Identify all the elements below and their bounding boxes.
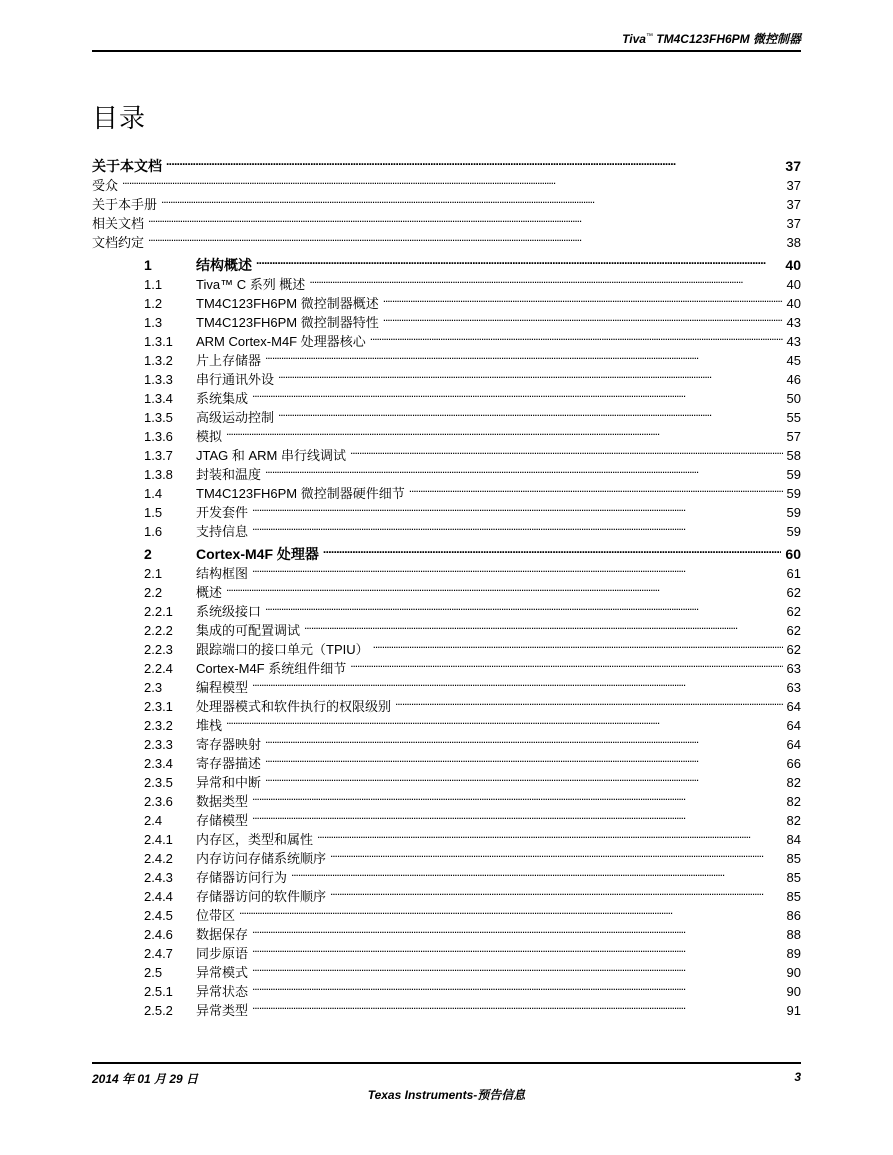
toc-entry-label: 串行通讯外设 xyxy=(196,372,275,387)
toc-entry-label: 内存访问存储系统顺序 xyxy=(196,851,327,866)
toc-entry-label: Cortex-M4F 处理器 xyxy=(196,546,319,562)
toc-dot-leader xyxy=(370,327,783,346)
toc-entry-label: 受众 xyxy=(92,178,119,193)
toc-dot-leader xyxy=(383,308,783,327)
toc-entry-page: 82 xyxy=(786,813,801,828)
toc-dot-leader xyxy=(323,540,782,559)
toc-entry-label: 跟踪端口的接口单元（TPIU） xyxy=(196,642,369,657)
toc-entry-page: 82 xyxy=(786,794,801,809)
toc-entry-number: 2.3 xyxy=(144,680,163,695)
toc-entry-label: 寄存器映射 xyxy=(196,737,262,752)
toc-entry-number: 2.3.4 xyxy=(144,756,173,771)
toc-entry-label: 文档约定 xyxy=(92,235,145,250)
toc-entry-number: 2.2.4 xyxy=(144,661,173,676)
toc-dot-leader xyxy=(256,251,781,270)
trademark-mark: ™ xyxy=(645,33,653,40)
toc-entry[interactable] xyxy=(92,327,801,349)
toc-entry-page: 90 xyxy=(786,965,801,980)
toc-entry-page: 64 xyxy=(786,718,801,733)
toc-entry-page: 37 xyxy=(786,216,801,231)
toc-entry[interactable] xyxy=(92,152,801,174)
toc-dot-leader xyxy=(265,730,783,749)
toc-entry-number: 1.1 xyxy=(144,277,163,292)
toc-dot-leader xyxy=(122,171,783,190)
toc-dot-leader xyxy=(265,597,783,616)
toc-entry[interactable] xyxy=(92,863,801,885)
toc-entry-label: 异常类型 xyxy=(196,1003,249,1018)
toc-entry-number: 2.5 xyxy=(144,965,163,980)
toc-entry-number: 2.4 xyxy=(144,813,163,828)
toc-dot-leader xyxy=(330,882,783,901)
toc-entry-number: 1.3.5 xyxy=(144,410,173,425)
toc-entry[interactable] xyxy=(92,673,801,695)
toc-entry-page: 85 xyxy=(786,889,801,904)
toc-entry-number: 2.4.3 xyxy=(144,870,173,885)
toc-entry-label: 系统集成 xyxy=(196,391,249,406)
toc-entry-page: 91 xyxy=(786,1003,801,1018)
toc-entry-page: 88 xyxy=(786,927,801,942)
toc-dot-leader xyxy=(409,479,783,498)
toc-entry-page: 62 xyxy=(786,642,801,657)
toc-entry[interactable] xyxy=(92,289,801,311)
toc-dot-leader xyxy=(226,422,783,441)
toc-entry-number: 1.6 xyxy=(144,524,163,539)
toc-entry-number: 2.4.6 xyxy=(144,927,173,942)
toc-entry[interactable] xyxy=(92,730,801,752)
toc-entry-label: 处理器模式和软件执行的权限级别 xyxy=(196,699,392,714)
toc-entry-page: 85 xyxy=(786,870,801,885)
toc-entry-label: 支持信息 xyxy=(196,524,249,539)
toc-entry-number: 1.3.6 xyxy=(144,429,173,444)
toc-entry-label: 异常状态 xyxy=(196,984,249,999)
toc-dot-leader xyxy=(148,209,783,228)
toc-entry[interactable] xyxy=(92,346,801,368)
toc-entry[interactable] xyxy=(92,441,801,463)
toc-entry[interactable] xyxy=(92,171,801,193)
toc-entry-label: ARM Cortex-M4F 处理器核心 xyxy=(196,334,366,349)
toc-dot-leader xyxy=(265,768,783,787)
toc-entry-number: 1.2 xyxy=(144,296,163,311)
toc-dot-leader xyxy=(252,806,783,825)
toc-entry-page: 90 xyxy=(786,984,801,999)
toc-entry-label: JTAG 和 ARM 串行线调试 xyxy=(196,448,346,463)
toc-entry-label: 相关文档 xyxy=(92,216,145,231)
toc-entry-label: 位带区 xyxy=(196,908,236,923)
toc-dot-leader xyxy=(330,844,783,863)
toc-entry[interactable] xyxy=(92,749,801,771)
toc-entry-number: 2.2.1 xyxy=(144,604,173,619)
toc-entry-label: 存储器访问行为 xyxy=(196,870,288,885)
footer-date: 2014 年 01 月 29 日 xyxy=(92,1072,199,1086)
toc-entry-page: 55 xyxy=(786,410,801,425)
toc-entry-page: 43 xyxy=(786,334,801,349)
toc-entry-page: 50 xyxy=(786,391,801,406)
footer-company: Texas Instruments-预告信息 xyxy=(367,1088,526,1102)
toc-entry[interactable] xyxy=(92,479,801,501)
toc-entry[interactable] xyxy=(92,977,801,999)
toc-entry-number: 2.1 xyxy=(144,566,163,581)
toc-entry-page: 43 xyxy=(786,315,801,330)
toc-entry-number: 2.4.4 xyxy=(144,889,173,904)
toc-entry[interactable] xyxy=(92,308,801,330)
table-of-contents xyxy=(92,152,801,1018)
toc-entry[interactable] xyxy=(92,251,801,273)
toc-entry-label: 模拟 xyxy=(196,429,223,444)
toc-entry[interactable] xyxy=(92,384,801,406)
toc-entry-number: 2.2.2 xyxy=(144,623,173,638)
header-brand: Tiva xyxy=(622,32,646,46)
header-title-rest: TM4C123FH6PM 微控制器 xyxy=(656,32,801,46)
toc-dot-leader xyxy=(148,228,783,247)
toc-entry-number: 2.3.5 xyxy=(144,775,173,790)
toc-entry-label: 数据保存 xyxy=(196,927,249,942)
toc-entry-page: 64 xyxy=(786,699,801,714)
toc-entry-label: 结构概述 xyxy=(196,257,252,273)
toc-entry-label: 概述 xyxy=(196,585,223,600)
toc-entry-page: 62 xyxy=(786,585,801,600)
toc-entry-number: 1.5 xyxy=(144,505,163,520)
toc-entry-page: 37 xyxy=(785,158,801,174)
toc-entry-number: 2.5.1 xyxy=(144,984,173,999)
toc-entry-page: 66 xyxy=(786,756,801,771)
toc-entry-label: Cortex-M4F 系统组件细节 xyxy=(196,661,347,676)
toc-entry-page: 58 xyxy=(786,448,801,463)
toc-entry[interactable] xyxy=(92,901,801,923)
toc-entry-page: 63 xyxy=(786,680,801,695)
toc-dot-leader xyxy=(304,616,783,635)
toc-entry-number: 2.3.2 xyxy=(144,718,173,733)
toc-entry[interactable] xyxy=(92,517,801,539)
footer-page-number: 3 xyxy=(794,1070,801,1084)
toc-entry-number: 2.4.1 xyxy=(144,832,173,847)
toc-dot-leader xyxy=(265,346,783,365)
toc-entry[interactable] xyxy=(92,939,801,961)
toc-entry-label: 堆栈 xyxy=(196,718,223,733)
toc-entry[interactable] xyxy=(92,654,801,676)
toc-entry-label: 片上存储器 xyxy=(196,353,262,368)
toc-entry[interactable] xyxy=(92,209,801,231)
toc-entry-label: 系统级接口 xyxy=(196,604,262,619)
toc-entry-page: 59 xyxy=(786,524,801,539)
toc-entry-page: 60 xyxy=(785,546,801,562)
toc-dot-leader xyxy=(226,711,783,730)
toc-entry[interactable] xyxy=(92,228,801,250)
toc-dot-leader xyxy=(373,635,783,654)
toc-entry[interactable] xyxy=(92,422,801,444)
toc-entry[interactable] xyxy=(92,958,801,980)
toc-dot-leader xyxy=(252,958,783,977)
toc-entry-label: 异常和中断 xyxy=(196,775,262,790)
toc-entry-number: 2.2.3 xyxy=(144,642,173,657)
toc-entry-page: 62 xyxy=(786,604,801,619)
toc-entry-number: 1.3.2 xyxy=(144,353,173,368)
toc-entry-label: 关于本手册 xyxy=(92,197,158,212)
toc-dot-leader xyxy=(252,559,783,578)
toc-entry[interactable] xyxy=(92,787,801,809)
toc-entry-label: 开发套件 xyxy=(196,505,249,520)
toc-entry-page: 59 xyxy=(786,505,801,520)
toc-entry-page: 82 xyxy=(786,775,801,790)
toc-dot-leader xyxy=(278,365,783,384)
toc-entry-number: 1 xyxy=(144,257,152,273)
toc-entry-page: 61 xyxy=(786,566,801,581)
toc-entry[interactable] xyxy=(92,578,801,600)
toc-entry[interactable] xyxy=(92,882,801,904)
toc-entry[interactable] xyxy=(92,711,801,733)
toc-dot-leader xyxy=(252,384,783,403)
toc-entry-page: 59 xyxy=(786,467,801,482)
toc-entry[interactable] xyxy=(92,692,801,714)
toc-dot-leader xyxy=(350,441,783,460)
toc-entry-page: 37 xyxy=(786,178,801,193)
toc-entry-label: 存储器访问的软件顺序 xyxy=(196,889,327,904)
toc-entry-number: 1.3.4 xyxy=(144,391,173,406)
page-footer xyxy=(92,1062,801,1114)
toc-entry[interactable] xyxy=(92,365,801,387)
toc-dot-leader xyxy=(252,787,783,806)
toc-entry-number: 2.5.2 xyxy=(144,1003,173,1018)
toc-dot-leader xyxy=(161,190,783,209)
toc-entry[interactable] xyxy=(92,825,801,847)
toc-dot-leader xyxy=(395,692,783,711)
toc-entry-label: 编程模型 xyxy=(196,680,249,695)
toc-entry-page: 86 xyxy=(786,908,801,923)
toc-entry[interactable] xyxy=(92,460,801,482)
toc-entry-page: 89 xyxy=(786,946,801,961)
toc-dot-leader xyxy=(291,863,783,882)
toc-entry[interactable] xyxy=(92,635,801,657)
toc-dot-leader xyxy=(252,977,783,996)
toc-entry-number: 2.2 xyxy=(144,585,163,600)
toc-entry[interactable] xyxy=(92,768,801,790)
toc-dot-leader xyxy=(252,498,783,517)
toc-entry[interactable] xyxy=(92,844,801,866)
toc-entry-number: 1.3 xyxy=(144,315,163,330)
toc-dot-leader xyxy=(252,939,783,958)
toc-entry-label: TM4C123FH6PM 微控制器硬件细节 xyxy=(196,486,405,501)
toc-entry-page: 40 xyxy=(785,257,801,273)
toc-entry-number: 2.4.7 xyxy=(144,946,173,961)
toc-entry-page: 40 xyxy=(786,296,801,311)
toc-entry-number: 1.3.3 xyxy=(144,372,173,387)
toc-entry-label: 集成的可配置调试 xyxy=(196,623,301,638)
toc-entry[interactable] xyxy=(92,806,801,828)
toc-entry-number: 2.3.1 xyxy=(144,699,173,714)
header-title xyxy=(622,30,801,47)
toc-entry-label: 关于本文档 xyxy=(92,158,162,174)
toc-dot-leader xyxy=(383,289,783,308)
toc-entry-number: 1.4 xyxy=(144,486,163,501)
toc-entry-page: 38 xyxy=(786,235,801,250)
toc-entry-number: 2.4.5 xyxy=(144,908,173,923)
toc-entry[interactable] xyxy=(92,270,801,292)
toc-entry-number: 2 xyxy=(144,546,152,562)
toc-dot-leader xyxy=(265,460,783,479)
toc-entry-label: 存储模型 xyxy=(196,813,249,828)
toc-entry[interactable] xyxy=(92,996,801,1018)
toc-entry-number: 1.3.8 xyxy=(144,467,173,482)
toc-entry-label: 异常模式 xyxy=(196,965,249,980)
toc-entry-label: 同步原语 xyxy=(196,946,249,961)
toc-dot-leader xyxy=(226,578,783,597)
toc-entry[interactable] xyxy=(92,597,801,619)
toc-entry-page: 45 xyxy=(786,353,801,368)
page-title: 目录 xyxy=(92,103,147,133)
toc-entry-page: 59 xyxy=(786,486,801,501)
toc-entry-label: Tiva™ C 系列 概述 xyxy=(196,277,306,292)
toc-entry-label: 封装和温度 xyxy=(196,467,262,482)
toc-entry-number: 1.3.1 xyxy=(144,334,173,349)
toc-dot-leader xyxy=(317,825,783,844)
toc-entry-label: TM4C123FH6PM 微控制器概述 xyxy=(196,296,379,311)
toc-entry-page: 64 xyxy=(786,737,801,752)
toc-dot-leader xyxy=(309,270,782,289)
toc-dot-leader xyxy=(239,901,783,920)
toc-entry-label: 数据类型 xyxy=(196,794,249,809)
toc-entry-number: 2.3.6 xyxy=(144,794,173,809)
toc-entry[interactable] xyxy=(92,403,801,425)
toc-entry-label: 结构框图 xyxy=(196,566,249,581)
toc-entry[interactable] xyxy=(92,190,801,212)
toc-dot-leader xyxy=(252,517,783,536)
toc-entry-page: 63 xyxy=(786,661,801,676)
toc-entry[interactable] xyxy=(92,498,801,520)
toc-entry[interactable] xyxy=(92,616,801,638)
toc-entry-label: 内存区，类型和属性 xyxy=(196,832,314,847)
toc-entry-page: 40 xyxy=(786,277,801,292)
toc-entry-page: 85 xyxy=(786,851,801,866)
toc-entry-page: 37 xyxy=(786,197,801,212)
toc-entry[interactable] xyxy=(92,559,801,581)
toc-entry-page: 46 xyxy=(786,372,801,387)
toc-dot-leader xyxy=(350,654,782,673)
toc-dot-leader xyxy=(265,749,783,768)
toc-entry-page: 57 xyxy=(786,429,801,444)
toc-dot-leader xyxy=(252,673,783,692)
toc-entry-number: 2.4.2 xyxy=(144,851,173,866)
page-header xyxy=(92,26,801,52)
toc-entry-label: TM4C123FH6PM 微控制器特性 xyxy=(196,315,379,330)
toc-entry-page: 62 xyxy=(786,623,801,638)
toc-dot-leader xyxy=(252,920,783,939)
toc-entry-number: 2.3.3 xyxy=(144,737,173,752)
toc-dot-leader xyxy=(166,152,781,171)
toc-entry-number: 1.3.7 xyxy=(144,448,173,463)
toc-entry[interactable] xyxy=(92,540,801,562)
toc-dot-leader xyxy=(278,403,783,422)
toc-entry[interactable] xyxy=(92,920,801,942)
toc-dot-leader xyxy=(252,996,783,1015)
toc-entry-page: 84 xyxy=(786,832,801,847)
toc-entry-label: 高级运动控制 xyxy=(196,410,275,425)
toc-entry-label: 寄存器描述 xyxy=(196,756,262,771)
